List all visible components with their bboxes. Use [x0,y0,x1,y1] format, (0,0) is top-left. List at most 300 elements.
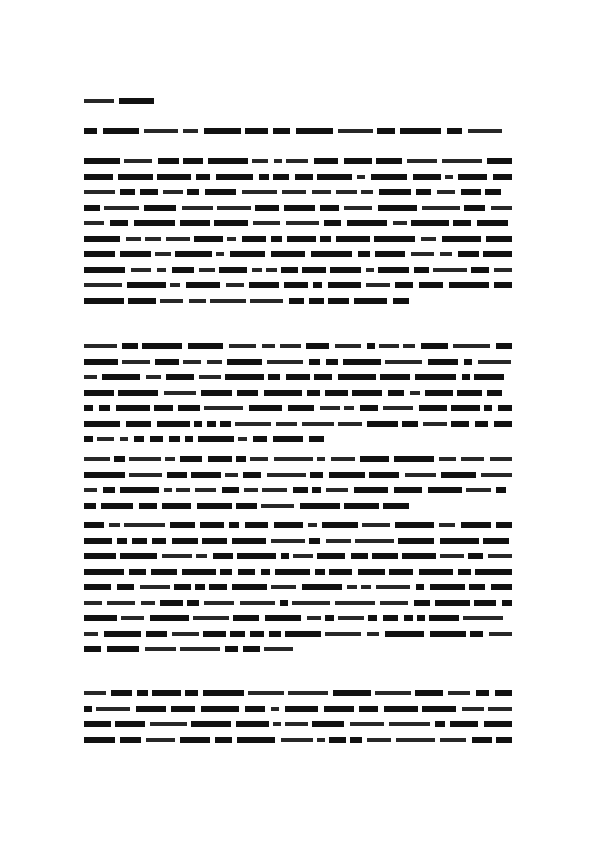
text-line [84,205,512,212]
paragraph-2 [84,343,512,452]
text-word [395,282,413,288]
text-word [217,206,251,210]
text-word [208,456,232,462]
text-word [358,569,385,575]
text-word [160,299,183,303]
text-word [104,206,139,210]
text-line [84,615,512,622]
text-word [170,283,180,287]
text-word [440,738,466,742]
text-word [249,405,282,411]
text-word [344,158,372,164]
text-word [329,569,352,575]
text-word [250,631,264,637]
text-word [384,706,418,712]
text-word [120,189,135,195]
text-word [379,344,399,348]
text-word [229,344,256,348]
text-word [84,205,100,211]
text-word [196,174,210,180]
text-word [493,174,512,180]
text-word [449,282,489,288]
text-word [225,374,264,380]
text-word [329,472,365,478]
text-word [144,129,178,133]
text-word [120,737,141,743]
text-word [374,236,415,242]
text-word [249,282,279,288]
text-word [233,615,259,621]
text-word [84,538,112,544]
text-word [428,359,458,365]
text-word [447,128,462,134]
text-word [307,616,321,620]
text-word [281,738,313,742]
text-word [169,436,180,442]
text-word [293,554,313,558]
text-word [300,503,340,509]
text-word [312,721,344,727]
text-word [225,473,238,477]
text-word [84,344,117,348]
text-word [120,487,159,493]
text-word [330,267,361,273]
text-word [273,174,289,180]
text-word [84,646,101,652]
text-word [145,647,176,651]
text-word [338,374,376,380]
text-word [331,457,355,461]
text-word [335,601,375,605]
text-word [215,737,232,743]
text-word [120,553,157,559]
text-word [289,298,304,304]
text-word [180,456,202,462]
text-word [285,722,308,726]
text-word [144,205,176,211]
text-word [360,405,378,411]
text-word [267,473,306,477]
text-word [172,538,198,544]
text-word [491,206,512,210]
text-word [267,360,303,364]
text-word [205,189,236,195]
text-word [430,584,465,590]
text-word [204,601,234,605]
text-word [403,344,415,348]
text-word [442,159,482,163]
text-word [131,268,151,272]
text-word [285,631,321,637]
text-word [336,236,370,242]
text-word [484,405,492,411]
text-line [84,472,512,479]
text-word [134,436,144,442]
text-word [275,569,310,575]
text-word [229,522,239,528]
text-word [362,523,390,527]
text-word [287,236,316,242]
text-word [419,405,447,411]
text-word [494,282,512,288]
text-word [367,421,398,427]
text-word [118,174,153,180]
text-word [451,405,480,411]
text-word [150,722,187,726]
text-word [414,267,429,273]
text-word [379,189,411,195]
text-word [475,421,488,427]
text-word [286,159,308,163]
text-word [463,616,503,620]
text-word [142,343,182,349]
text-word [225,646,238,652]
text-word [209,584,227,590]
text-word [213,553,233,559]
text-word [302,267,326,273]
text-word [311,251,352,257]
text-word [84,601,102,605]
text-word [484,721,512,727]
text-line [84,267,512,274]
text-word [464,359,472,365]
text-word [208,158,248,164]
text-word [317,457,325,461]
text-word [296,128,333,134]
text-word [136,706,166,712]
text-line [84,569,512,576]
paragraph-5 [84,690,512,752]
text-word [486,236,512,242]
text-word [129,569,146,575]
text-word [360,456,389,462]
text-word [134,220,175,226]
text-word [461,522,491,528]
text-word [429,615,459,621]
text-word [220,421,231,427]
text-word [117,584,134,590]
text-word [414,600,430,606]
text-word [422,706,456,712]
text-word [395,522,434,528]
text-word [235,422,271,426]
text-word [199,375,221,379]
text-word [191,721,231,727]
text-word [419,569,453,575]
text-word [191,472,221,478]
text-word [402,421,418,427]
text-line [84,298,512,305]
text-word [114,456,125,462]
text-word [250,299,283,303]
text-word [274,457,313,461]
text-word [312,190,331,194]
text-word [402,553,436,559]
text-word [216,252,224,256]
text-word [371,174,407,180]
text-word [150,436,163,442]
text-word [84,503,96,509]
text-word [271,251,305,257]
text-word [280,600,288,606]
text-word [84,488,97,492]
text-word [187,600,199,606]
text-word [368,615,377,621]
text-word [214,220,248,226]
text-word [458,569,471,575]
text-word [439,457,456,461]
text-line [84,282,512,289]
text-word [273,722,281,726]
text-word [245,522,268,528]
text-word [453,344,490,348]
text-word [84,236,120,242]
text-word [183,158,203,164]
text-word [84,298,124,304]
text-word [237,737,275,743]
text-word [178,405,200,411]
text-line [84,158,512,165]
text-word [428,487,462,493]
text-word [422,206,460,210]
text-word [344,406,354,410]
text-word [344,503,379,509]
paragraph-4 [84,522,512,662]
text-word [352,390,382,396]
text-line [84,189,512,196]
text-word [122,343,138,349]
text-word [440,554,464,558]
text-word [253,221,280,225]
text-word [474,600,496,606]
text-word [216,174,253,180]
text-word [129,473,162,477]
text-word [84,359,118,365]
text-word [366,268,374,272]
text-word [222,487,239,493]
text-word [250,457,268,461]
text-word [232,538,266,544]
text-line [84,721,512,728]
text-word [162,554,192,558]
text-word [158,158,179,164]
text-word [194,236,223,242]
text-word [288,691,328,695]
text-word [107,601,135,605]
text-word [309,436,324,442]
text-word [202,538,227,544]
text-word [411,252,434,256]
text-word [451,421,469,427]
text-word [255,205,279,211]
text-word [336,190,357,194]
text-word [344,206,372,210]
text-line [84,706,512,713]
text-word [309,298,324,304]
text-word [227,237,236,241]
text-word [448,691,470,695]
text-word [111,690,132,696]
text-word [186,282,220,288]
text-word [375,691,411,695]
text-word [385,360,422,364]
text-word [146,375,161,379]
text-word [369,472,399,478]
text-word [193,616,229,620]
text-word [483,251,512,257]
text-word [357,175,365,179]
text-word [160,600,183,606]
text-word [282,190,306,194]
text-word [315,569,325,575]
text-word [210,299,246,303]
text-word [129,457,161,461]
text-word [274,522,303,528]
text-word [157,174,191,180]
text-word [324,706,354,712]
text-word [326,539,351,543]
text-word [325,390,348,396]
text-word [109,523,120,527]
text-word [380,374,410,380]
text-word [242,190,277,194]
text-word [468,553,483,559]
text-word [273,128,290,134]
text-word [201,390,232,396]
text-word [84,472,125,478]
text-word [84,221,104,225]
text-word [185,690,198,696]
text-word [358,251,370,257]
text-word [490,457,512,461]
text-word [312,487,321,493]
text-word [204,128,241,134]
text-word [167,472,187,478]
text-word [396,738,435,742]
text-word [470,631,483,637]
text-word [117,538,127,544]
text-word [281,553,289,559]
text-word [242,236,266,242]
text-word [262,488,287,492]
text-word [84,390,114,396]
text-word [302,584,342,590]
text-word [154,405,173,411]
text-word [306,343,329,349]
text-word [487,158,512,164]
text-word [295,174,313,180]
text-word [245,706,265,712]
text-word [189,299,206,303]
text-word [84,737,115,743]
text-word [435,721,445,727]
text-word [237,553,276,559]
text-word [124,159,152,163]
text-word [163,190,183,194]
text-word [286,221,319,225]
text-word [366,283,390,287]
text-word [416,189,431,195]
text-word [110,220,128,226]
text-word [383,615,398,621]
text-word [355,539,394,543]
text-line [84,487,512,494]
text-word [197,503,232,509]
text-word [262,344,275,348]
text-word [155,359,179,365]
text-word [243,646,260,652]
text-word [84,251,115,257]
text-word [253,436,267,442]
text-word [204,406,243,410]
text-word [171,706,195,712]
text-line [84,220,512,227]
text-word [84,128,97,134]
text-word [367,738,391,742]
text-word [354,487,388,493]
paragraph-1 [84,158,512,313]
text-word [284,282,308,288]
text-word [464,205,485,211]
text-word [162,503,191,509]
text-word [495,690,512,696]
text-word [84,632,98,636]
text-word [309,359,320,365]
text-line [84,553,512,560]
text-word [97,437,114,441]
text-word [359,706,378,712]
text-word [394,456,434,462]
text-line [84,343,512,350]
text-word [199,268,215,272]
text-word [417,615,425,621]
text-line [84,390,512,397]
text-word [328,282,361,288]
text-word [314,158,338,164]
text-word [183,360,201,364]
text-line [84,374,512,381]
text-word [248,691,284,695]
text-word [430,631,466,637]
text-word [128,298,156,304]
text-line [84,503,512,510]
text-word [320,205,339,211]
text-line [84,174,512,181]
text-word [335,344,361,348]
text-word [261,569,270,575]
text-word [150,615,189,621]
text-word [404,615,413,621]
text-word [230,251,265,257]
text-word [322,522,358,528]
text-word [281,267,298,273]
text-word [166,374,194,380]
text-word [96,707,130,711]
text-word [120,437,128,441]
text-word [139,503,157,509]
text-word [116,405,150,411]
text-word [489,632,512,636]
text-word [416,584,424,590]
text-word [232,584,267,590]
text-word [400,128,441,134]
text-word [243,472,261,478]
text-word [120,251,151,257]
text-word [207,421,216,427]
text-word [308,523,317,527]
text-word [140,585,170,589]
text-word [188,343,223,349]
